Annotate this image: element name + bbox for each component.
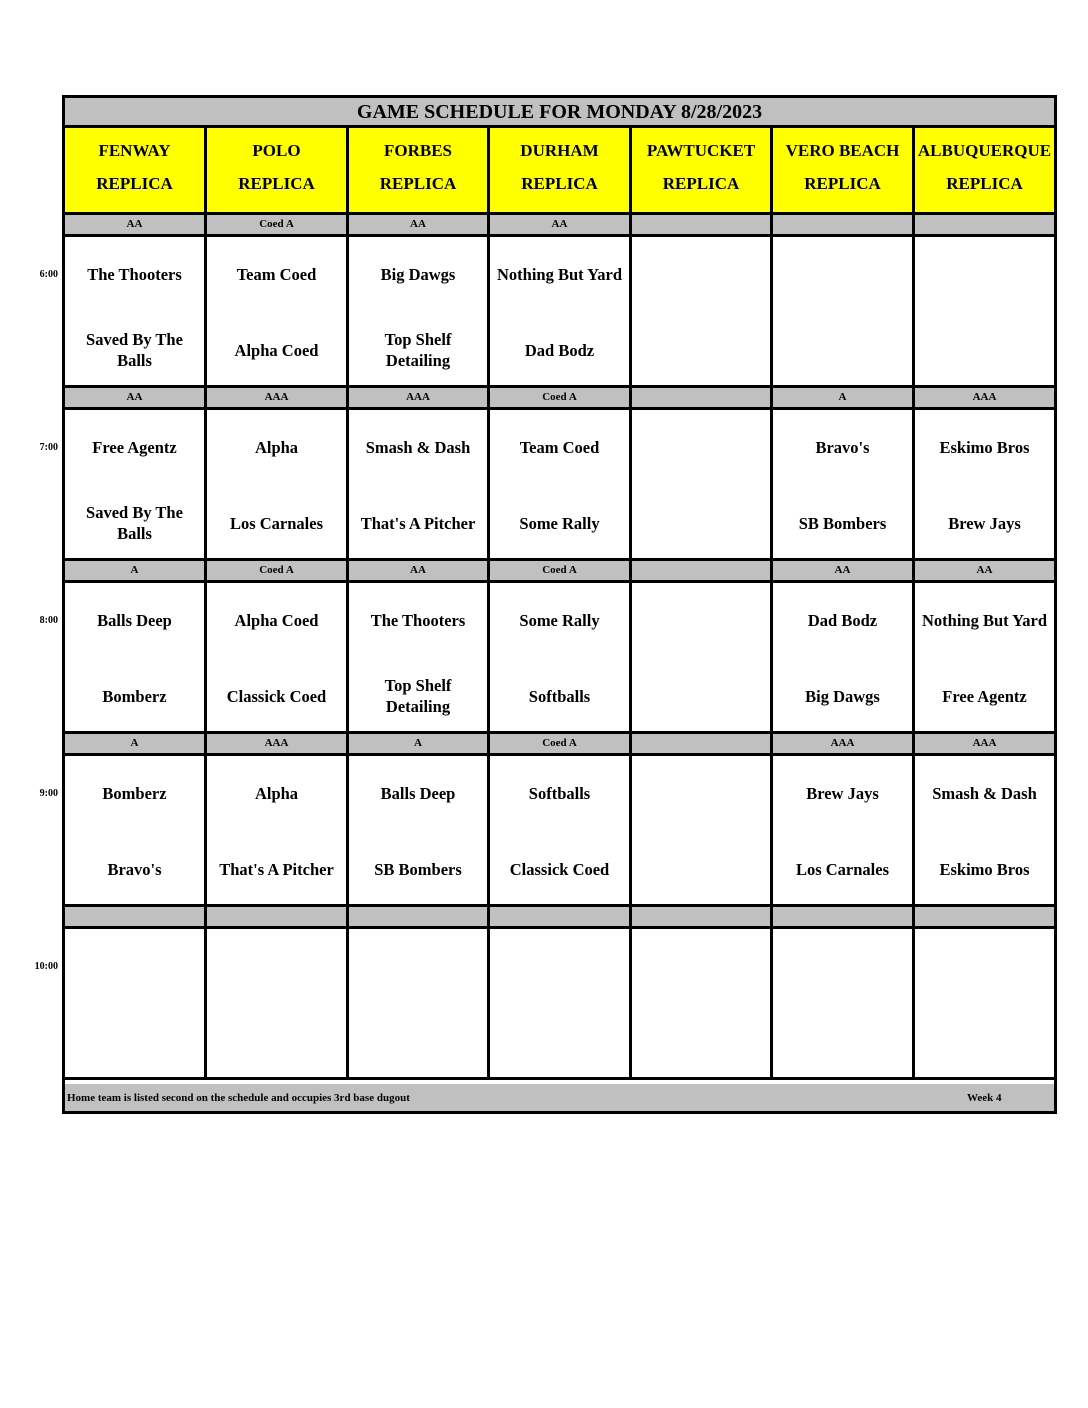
home-team bbox=[632, 674, 770, 718]
field-header bbox=[349, 128, 490, 215]
away-team bbox=[773, 944, 912, 988]
away-team bbox=[632, 252, 770, 296]
home-team: Bomberz bbox=[102, 686, 167, 706]
division-label bbox=[915, 215, 1054, 237]
away-team: Bravo's bbox=[815, 437, 870, 457]
game-cell bbox=[207, 929, 349, 1080]
home-team: Top Shelf Detailing bbox=[384, 676, 452, 716]
home-team bbox=[915, 328, 1054, 372]
home-team: SB Bombers bbox=[798, 513, 887, 533]
game-cell bbox=[65, 756, 207, 907]
away-team: Big Dawgs bbox=[380, 264, 456, 284]
game-cell bbox=[207, 583, 349, 734]
field-header bbox=[915, 128, 1054, 215]
away-team bbox=[632, 771, 770, 815]
division-label bbox=[915, 907, 1054, 929]
division-label: AAA bbox=[207, 388, 349, 410]
footer-note: Home team is listed second on the schedule and occupies 3rd base dugout bbox=[67, 1092, 410, 1104]
game-cell bbox=[915, 237, 1054, 388]
field-name: ALBUQUERQUE bbox=[917, 141, 1052, 160]
division-label bbox=[349, 907, 490, 929]
game-cell bbox=[490, 583, 632, 734]
time-label: 9:00 bbox=[39, 788, 58, 799]
home-team bbox=[915, 1020, 1054, 1064]
field-subtitle: REPLICA bbox=[946, 174, 1023, 193]
division-label bbox=[632, 388, 773, 410]
home-team: Big Dawgs bbox=[805, 686, 880, 706]
field-subtitle: REPLICA bbox=[804, 174, 881, 193]
game-cell bbox=[65, 410, 207, 561]
away-team bbox=[915, 252, 1054, 296]
game-cell bbox=[773, 410, 915, 561]
away-team bbox=[65, 944, 204, 988]
away-team: Balls Deep bbox=[97, 610, 172, 630]
game-cell bbox=[207, 237, 349, 388]
division-label: AA bbox=[349, 561, 490, 583]
home-team: Classick Coed bbox=[226, 686, 327, 706]
division-label bbox=[65, 907, 207, 929]
away-team: Brew Jays bbox=[806, 783, 879, 803]
away-team: Bomberz bbox=[102, 783, 167, 803]
division-label: AAA bbox=[773, 734, 915, 756]
division-label: AAA bbox=[915, 388, 1054, 410]
schedule-sheet bbox=[62, 95, 1057, 1114]
field-subtitle: REPLICA bbox=[238, 174, 315, 193]
away-team bbox=[632, 598, 770, 642]
away-team bbox=[207, 944, 346, 988]
home-team: Brew Jays bbox=[948, 513, 1021, 533]
away-team: Team Coed bbox=[519, 437, 600, 457]
game-cell bbox=[773, 237, 915, 388]
home-team: Some Rally bbox=[519, 513, 600, 533]
game-cell bbox=[207, 756, 349, 907]
division-label: A bbox=[773, 388, 915, 410]
division-label: AA bbox=[65, 388, 207, 410]
away-team: Balls Deep bbox=[380, 783, 456, 803]
home-team: Los Carnales bbox=[229, 513, 324, 533]
division-label: AAA bbox=[349, 388, 490, 410]
field-name: FENWAY bbox=[98, 141, 171, 160]
away-team: Free Agentz bbox=[92, 437, 177, 457]
game-cell bbox=[65, 929, 207, 1080]
away-team bbox=[632, 944, 770, 988]
game-cell bbox=[349, 583, 490, 734]
game-cell bbox=[632, 237, 773, 388]
division-label: AA bbox=[915, 561, 1054, 583]
home-team bbox=[207, 1020, 346, 1064]
away-team bbox=[490, 944, 629, 988]
week-label: Week 4 bbox=[967, 1092, 1002, 1104]
away-team: Some Rally bbox=[519, 610, 600, 630]
home-team bbox=[773, 328, 912, 372]
field-header bbox=[207, 128, 349, 215]
time-label: 8:00 bbox=[39, 615, 58, 626]
game-cell bbox=[632, 929, 773, 1080]
division-label bbox=[773, 215, 915, 237]
home-team: Top Shelf Detailing bbox=[384, 330, 452, 370]
field-header bbox=[773, 128, 915, 215]
field-header bbox=[490, 128, 632, 215]
field-name: VERO BEACH bbox=[785, 141, 900, 160]
division-label: AA bbox=[65, 215, 207, 237]
game-cell bbox=[915, 410, 1054, 561]
home-team: Eskimo Bros bbox=[939, 859, 1030, 879]
away-team: Softballs bbox=[528, 783, 591, 803]
away-team: Smash & Dash bbox=[365, 437, 471, 457]
division-label: AAA bbox=[207, 734, 349, 756]
away-team: The Thooters bbox=[370, 610, 466, 630]
division-label: A bbox=[349, 734, 490, 756]
home-team bbox=[349, 1020, 487, 1064]
division-label: AAA bbox=[915, 734, 1054, 756]
game-cell bbox=[773, 929, 915, 1080]
division-label: Coed A bbox=[207, 561, 349, 583]
away-team: Alpha bbox=[254, 437, 299, 457]
division-label: AA bbox=[773, 561, 915, 583]
game-cell bbox=[915, 583, 1054, 734]
home-team: Softballs bbox=[528, 686, 591, 706]
away-team bbox=[915, 944, 1054, 988]
home-team bbox=[632, 847, 770, 891]
game-cell bbox=[773, 583, 915, 734]
field-subtitle: REPLICA bbox=[521, 174, 598, 193]
away-team bbox=[632, 425, 770, 469]
game-cell bbox=[915, 756, 1054, 907]
home-team bbox=[632, 501, 770, 545]
time-label: 10:00 bbox=[34, 961, 58, 972]
home-team bbox=[65, 1020, 204, 1064]
home-team: SB Bombers bbox=[374, 859, 462, 879]
division-label: Coed A bbox=[490, 561, 632, 583]
game-cell bbox=[490, 237, 632, 388]
game-cell bbox=[349, 756, 490, 907]
division-label: Coed A bbox=[490, 388, 632, 410]
field-subtitle: REPLICA bbox=[379, 174, 457, 193]
division-label bbox=[632, 734, 773, 756]
away-team: Alpha bbox=[254, 783, 299, 803]
game-cell bbox=[632, 756, 773, 907]
away-team: Smash & Dash bbox=[932, 783, 1037, 803]
game-cell bbox=[65, 237, 207, 388]
game-cell bbox=[349, 929, 490, 1080]
field-header bbox=[65, 128, 207, 215]
field-header bbox=[632, 128, 773, 215]
game-cell bbox=[349, 237, 490, 388]
division-label: Coed A bbox=[207, 215, 349, 237]
home-team bbox=[632, 328, 770, 372]
division-label bbox=[632, 215, 773, 237]
home-team: Saved By The Balls bbox=[86, 330, 183, 370]
field-subtitle: REPLICA bbox=[96, 174, 173, 193]
home-team: Free Agentz bbox=[942, 686, 1027, 706]
away-team bbox=[773, 252, 912, 296]
division-label bbox=[207, 907, 349, 929]
away-team: Alpha Coed bbox=[234, 610, 319, 630]
field-subtitle: REPLICA bbox=[662, 174, 740, 193]
home-team: Classick Coed bbox=[509, 859, 610, 879]
home-team bbox=[490, 1020, 629, 1064]
game-cell bbox=[632, 583, 773, 734]
home-team: Saved By The Balls bbox=[86, 503, 183, 543]
game-cell bbox=[65, 583, 207, 734]
division-label: A bbox=[65, 561, 207, 583]
field-name: DURHAM bbox=[520, 141, 599, 160]
away-team bbox=[349, 944, 487, 988]
home-team: Dad Bodz bbox=[524, 340, 595, 360]
division-label bbox=[773, 907, 915, 929]
field-name: PAWTUCKET bbox=[646, 141, 756, 160]
time-label: 7:00 bbox=[39, 442, 58, 453]
game-cell bbox=[490, 756, 632, 907]
home-team: Los Carnales bbox=[795, 859, 890, 879]
game-cell bbox=[915, 929, 1054, 1080]
home-team bbox=[773, 1020, 912, 1064]
home-team bbox=[632, 1020, 770, 1064]
game-cell bbox=[773, 756, 915, 907]
game-cell bbox=[207, 410, 349, 561]
field-name: FORBES bbox=[383, 141, 453, 160]
division-label: AA bbox=[349, 215, 490, 237]
game-cell bbox=[349, 410, 490, 561]
schedule-title: GAME SCHEDULE FOR MONDAY 8/28/2023 bbox=[65, 98, 1054, 128]
away-team: Nothing But Yard bbox=[922, 610, 1047, 630]
time-label: 6:00 bbox=[39, 269, 58, 280]
game-cell bbox=[632, 410, 773, 561]
division-label: A bbox=[65, 734, 207, 756]
division-label bbox=[490, 907, 632, 929]
away-team: Team Coed bbox=[236, 264, 317, 284]
home-team: That's A Pitcher bbox=[219, 859, 334, 879]
game-cell bbox=[490, 410, 632, 561]
division-label: AA bbox=[490, 215, 632, 237]
home-team: That's A Pitcher bbox=[360, 513, 476, 533]
away-team: Nothing But Yard bbox=[497, 264, 622, 284]
division-label bbox=[632, 907, 773, 929]
away-team: The Thooters bbox=[87, 264, 182, 284]
field-name: POLO bbox=[252, 141, 301, 160]
division-label: Coed A bbox=[490, 734, 632, 756]
away-team: Eskimo Bros bbox=[939, 437, 1030, 457]
away-team: Dad Bodz bbox=[807, 610, 878, 630]
home-team: Bravo's bbox=[107, 859, 162, 879]
home-team: Alpha Coed bbox=[234, 340, 319, 360]
game-cell bbox=[490, 929, 632, 1080]
division-label bbox=[632, 561, 773, 583]
footer-bar bbox=[65, 1084, 1054, 1111]
